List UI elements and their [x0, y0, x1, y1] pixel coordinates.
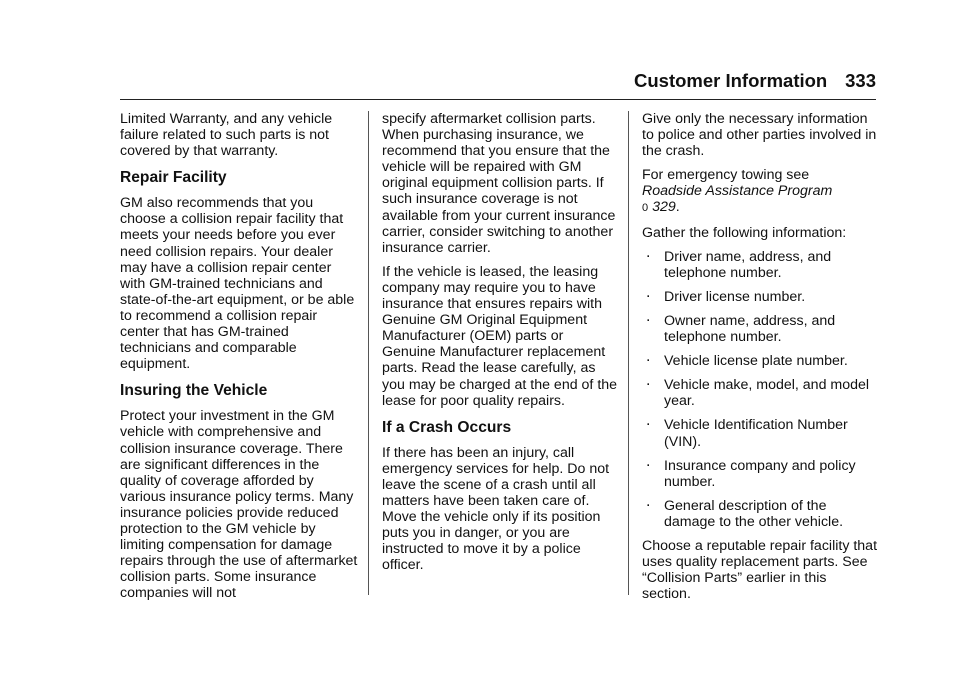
- page-header: [634, 70, 876, 96]
- info-list: [642, 243, 878, 530]
- list-item-text: Vehicle Identification Number (VIN).: [664, 417, 848, 450]
- list-item-text: Vehicle make, model, and model year.: [664, 377, 870, 410]
- towing-suffix: .: [675, 199, 680, 216]
- list-item-text: General description of the damage to the other vehicle.: [664, 497, 844, 530]
- list-item: [642, 307, 878, 346]
- bullet-icon: .: [646, 372, 651, 390]
- bullet-icon: .: [646, 283, 651, 301]
- section-title: Customer Information: [634, 70, 828, 91]
- list-item-text: Vehicle license plate number.: [664, 353, 848, 370]
- towing-prefix: For emergency towing see: [642, 167, 810, 184]
- crash-paragraph: If there has been an injury, call emergency services for help. Do not leave the scene of a crash until all matters have been taken care of. Move the vehicle only if its position puts you in danger, or you are instructed to move it by a police officer.: [382, 444, 610, 574]
- page-number: 333: [845, 70, 876, 91]
- list-item: [642, 283, 878, 305]
- list-item: [642, 452, 878, 490]
- column-divider-1: [368, 111, 369, 595]
- towing-paragraph: [642, 167, 878, 216]
- repair-facility-heading: Repair Facility: [120, 169, 227, 187]
- list-item: [642, 492, 878, 530]
- header-rule: [120, 99, 876, 100]
- leasing-paragraph: If the vehicle is leased, the leasing company may require you to have insurance that ensures repairs with Genuine GM Original Equipment Manufacturer (OEM) parts or Genuine Manufacturer replacement parts. Read the lease carefully, as you may be charged at the end of the lease for poor quality repairs.: [382, 263, 618, 409]
- roadside-assistance-link[interactable]: Roadside Assistance Program: [642, 183, 833, 200]
- page-reference-icon: 0: [642, 202, 649, 215]
- list-item: [642, 372, 878, 410]
- bullet-icon: .: [646, 452, 651, 470]
- crash-heading: If a Crash Occurs: [382, 418, 512, 436]
- insuring-vehicle-paragraph: Protect your investment in the GM vehicle with comprehensive and collision insurance coverage. There are significant differences in the quality of coverage afforded by various insurance policy terms. Many insurance policies provide reduced protection to the GM vehicle by limiting compensation for damage repairs through the use of aftermarket collision parts. Some insurance companies will not: [120, 408, 358, 602]
- list-item: [642, 243, 878, 281]
- bullet-icon: .: [646, 492, 651, 510]
- bullet-icon: .: [646, 412, 651, 430]
- column-2: [382, 111, 620, 581]
- gather-info-paragraph: Gather the following information:: [642, 224, 847, 241]
- column-divider-2: [628, 111, 629, 595]
- column-1: [120, 111, 358, 609]
- necessary-info-paragraph: Give only the necessary information to police and other parties involved in the crash.: [642, 111, 877, 160]
- roadside-assistance-page[interactable]: 329: [652, 199, 676, 216]
- list-item-text: Driver name, address, and telephone number.: [664, 248, 832, 281]
- column-3: [642, 111, 878, 610]
- list-item-text: Owner name, address, and telephone number.: [664, 312, 836, 346]
- bullet-icon: .: [646, 307, 651, 325]
- warranty-paragraph: Limited Warranty, and any vehicle failure related to such parts is not covered by that warranty.: [120, 111, 333, 160]
- list-item-text: Driver license number.: [664, 288, 806, 305]
- aftermarket-paragraph: specify aftermarket collision parts. When purchasing insurance, we recommend that you ensure that the vehicle will be repaired with GM original equipment collision parts. If such insurance coverage is not available from your current insurance carrier, consider switching to another insurance carrier.: [382, 111, 616, 256]
- bullet-icon: .: [646, 348, 651, 366]
- repair-facility-paragraph: GM also recommends that you choose a collision repair facility that meets your needs before you ever need collision repairs. Your dealer may have a collision repair center with GM-trained technicians and state-of-the-art equipment, or be able to recommend a collision repair center that has GM-trained technicians and comparable equipment.: [120, 195, 355, 373]
- closing-paragraph: Choose a reputable repair facility that uses quality replacement parts. See “Collision Parts” earlier in this section.: [642, 537, 878, 603]
- list-item: [642, 348, 878, 370]
- insuring-vehicle-heading: Insuring the Vehicle: [120, 382, 268, 400]
- list-item: [642, 412, 878, 450]
- list-item-text: Insurance company and policy number.: [664, 457, 856, 490]
- bullet-icon: .: [646, 243, 651, 261]
